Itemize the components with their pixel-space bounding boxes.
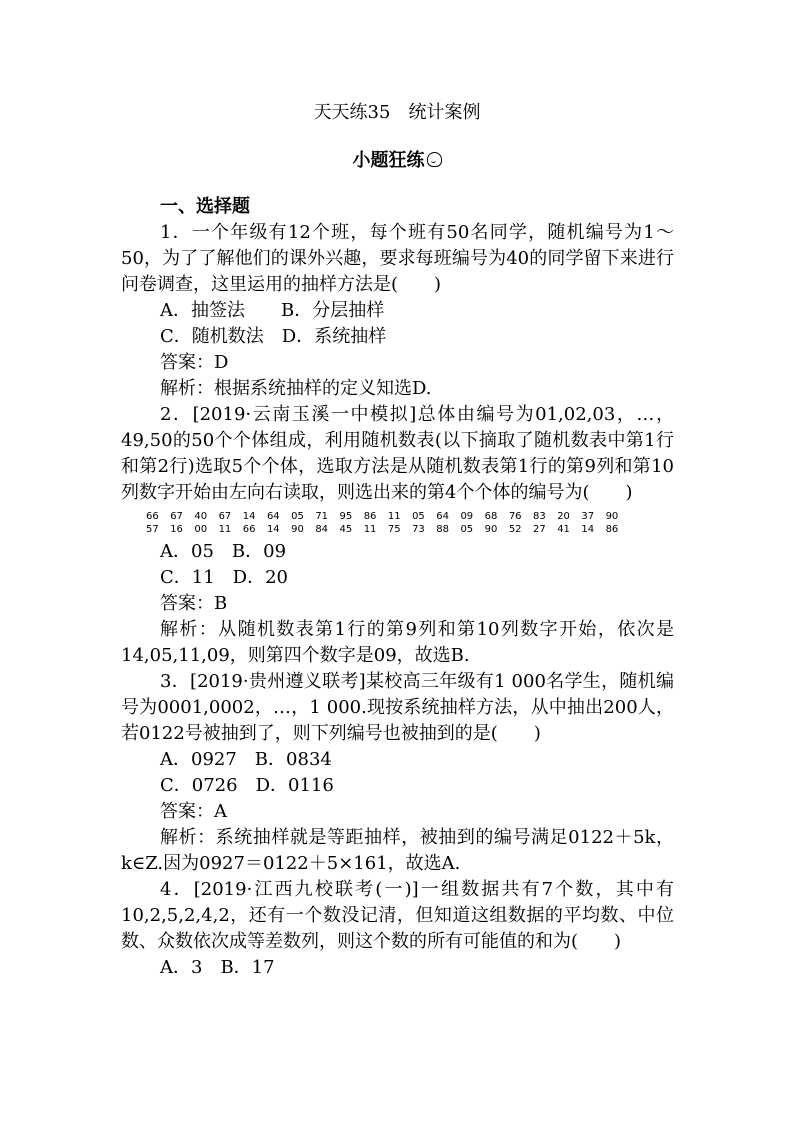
- question-1-stem: 1．一个年级有12个班，每个班有50名同学，随机编号为1～50，为了了解他们的课外兴趣，要求每班编号为40的同学留下来进行问卷调查，这里运用的抽样方法是( ): [121, 222, 674, 295]
- random-number-cell: 00: [194, 524, 208, 535]
- question-4-options-a-b: A．3 B．17: [160, 957, 275, 978]
- random-number-cell: 14: [266, 524, 280, 535]
- random-number-cell: 09: [460, 511, 474, 522]
- page-title: [0, 98, 794, 124]
- random-number-cell: 90: [605, 511, 619, 522]
- random-number-cell: 88: [436, 524, 449, 535]
- question-2-analysis: 解析：从随机数表第1行的第9列和第10列数字开始，依次是14,05,11,09，则第四个数字是09，故选B.: [121, 619, 674, 666]
- random-number-cell: 75: [387, 524, 401, 535]
- random-number-cell: 16: [170, 524, 183, 535]
- question-content: [121, 194, 674, 981]
- random-number-cell: 37: [581, 511, 595, 522]
- random-number-cell: 05: [412, 511, 425, 522]
- section-heading: 一、选择题: [160, 196, 250, 217]
- random-number-cell: 76: [508, 511, 522, 522]
- random-number-cell: 64: [436, 511, 449, 522]
- random-number-cell: 14: [242, 511, 256, 522]
- question-2-options-a-b: A．05 B．09: [160, 541, 287, 562]
- random-number-cell: 05: [291, 511, 304, 522]
- random-number-cell: 52: [508, 524, 522, 535]
- random-number-cell: 66: [242, 524, 256, 535]
- question-1-answer: 答案：D: [160, 352, 229, 373]
- random-number-cell: 84: [315, 524, 329, 535]
- random-number-cell: 14: [581, 524, 595, 535]
- random-table-row-1: [146, 510, 674, 523]
- random-number-cell: 45: [339, 524, 353, 535]
- random-number-cell: 95: [339, 511, 353, 522]
- random-table-row-2: [146, 523, 674, 536]
- section-banner-label: 小题狂练: [352, 150, 425, 171]
- random-number-cell: 27: [533, 524, 546, 535]
- bell-icon: [427, 152, 442, 167]
- question-2-options-c-d: C．11 D．20: [160, 567, 289, 588]
- question-1-options-c-d: C．随机数法 D．系统抽样: [160, 326, 387, 347]
- random-number-cell: 73: [412, 524, 425, 535]
- question-2-stem: 2．[2019·云南玉溪一中模拟]总体由编号为01,02,03，…，49,50的50个个体组成，利用随机数表(以下摘取了随机数表中第1行和第2行)选取5个个体，选取方法是从随机数表第1行的第9列和第10列数字开始由左向右读取，则选出来的第4个个体的编号为( ): [121, 404, 674, 503]
- random-number-cell: 67: [170, 511, 183, 522]
- question-2-answer: 答案：B: [160, 593, 228, 614]
- random-number-cell: 11: [387, 511, 401, 522]
- question-3-options-a-b: A．0927 B．0834: [160, 749, 332, 770]
- random-number-cell: 86: [605, 524, 619, 535]
- random-number-cell: 67: [218, 511, 232, 522]
- random-number-cell: 66: [146, 511, 159, 522]
- random-number-cell: 41: [557, 524, 570, 535]
- question-4-stem: 4．[2019·江西九校联考(一)]一组数据共有7个数，其中有10,2,5,2,4,2，还有一个数没记清，但知道这组数据的平均数、中位数、众数依次成等差数列，则这个数的所有可能值的和为( ): [121, 879, 674, 952]
- random-number-cell: 71: [315, 511, 329, 522]
- random-number-cell: 11: [218, 524, 232, 535]
- title-main: 天天练35: [313, 102, 391, 123]
- question-3-options-c-d: C．0726 D．0116: [160, 775, 334, 796]
- section-banner: [0, 146, 794, 172]
- random-number-cell: 64: [266, 511, 280, 522]
- question-1-analysis: 解析：根据系统抽样的定义知选D.: [160, 378, 432, 399]
- random-number-cell: 57: [146, 524, 159, 535]
- random-number-cell: 40: [194, 511, 208, 522]
- random-number-cell: 90: [484, 524, 498, 535]
- random-number-cell: 11: [363, 524, 377, 535]
- question-1-options-a-b: A．抽签法 B．分层抽样: [160, 300, 385, 321]
- question-3-analysis: 解析：系统抽样就是等距抽样，被抽到的编号满足0122＋5k，k∈Z.因为0927＝0122＋5×161，故选A.: [121, 827, 674, 874]
- title-sub: 统计案例: [408, 102, 481, 123]
- question-3-answer: 答案：A: [160, 801, 227, 822]
- random-number-cell: 68: [484, 511, 498, 522]
- random-number-cell: 86: [363, 511, 377, 522]
- random-number-table: [146, 510, 674, 536]
- random-number-cell: 05: [460, 524, 474, 535]
- random-number-cell: 90: [291, 524, 304, 535]
- random-number-cell: 20: [557, 511, 570, 522]
- question-3-stem: 3．[2019·贵州遵义联考]某校高三年级有1 000名学生，随机编号为0001,0002，…，1 000.现按系统抽样方法，从中抽出200人，若0122号被抽到了，则下列编号也被抽到的是( ): [121, 671, 674, 744]
- random-number-cell: 83: [533, 511, 546, 522]
